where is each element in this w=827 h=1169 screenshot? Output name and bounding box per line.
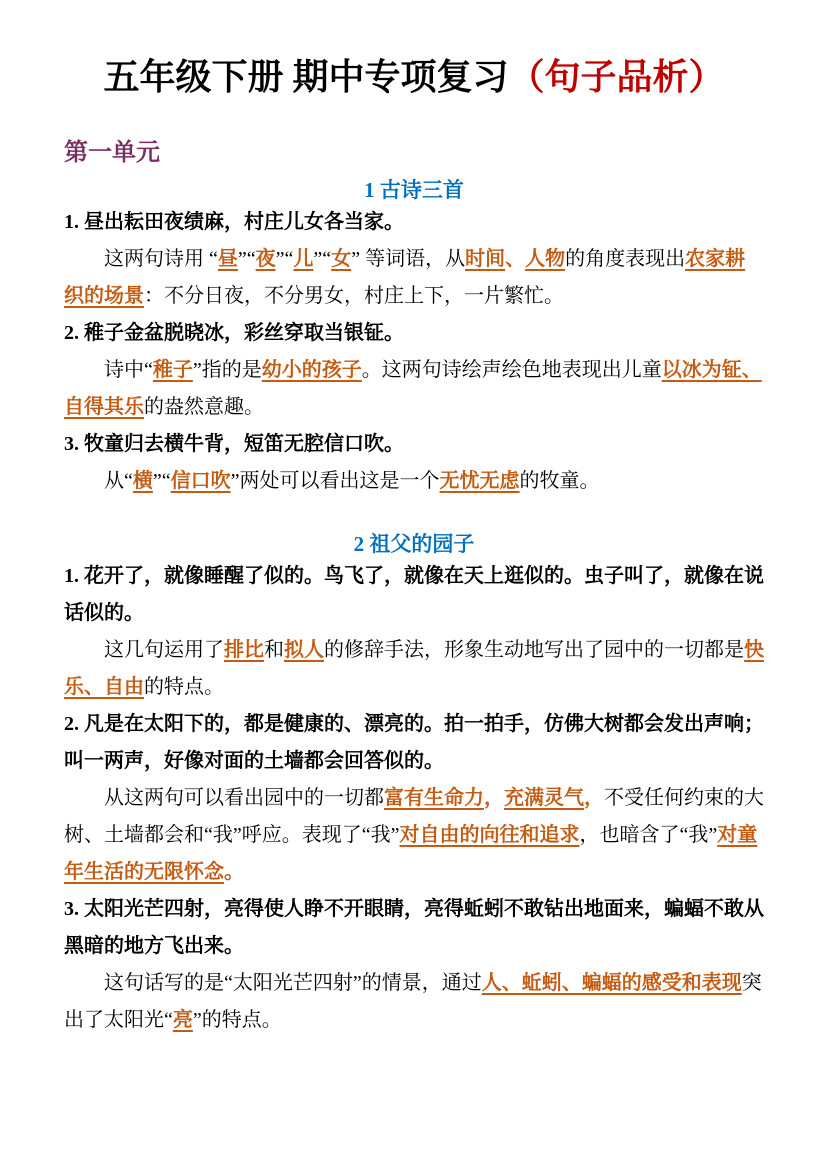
answer-text: 这两句诗用 “ (104, 247, 218, 270)
question-sentence: 1. 花开了，就像睡醒了似的。鸟飞了，就像在天上逛似的。虫子叫了，就像在说话似的。 (64, 564, 764, 624)
answer-text: ”指的是 (192, 358, 262, 381)
answer-text: 从这两句可以看出园中的一切都 (104, 786, 384, 809)
answer-text: 的牧童。 (519, 469, 600, 492)
unit-label: 第一单元 (64, 139, 160, 166)
answer-text: 不受任何约束的大树、土墙都会和“我”呼应。表现了“我” (64, 786, 764, 846)
answer-analysis (64, 780, 764, 891)
page-title (64, 54, 764, 101)
highlighted-punctuation: 、 (505, 247, 526, 270)
answer-text: 的角度表现出 (565, 247, 686, 270)
answer-text: 这几句运用了 (104, 638, 224, 661)
answer-text: ” 等词语，从 (351, 247, 466, 270)
highlighted-phrase: 富有生命力 (384, 786, 484, 809)
question-sentence: 2. 凡是在太阳下的，都是健康的、漂亮的。拍一拍手，仿佛大树都会发出声响；叫一两声，好像对面的土墙都会回答似的。 (64, 712, 764, 772)
answer-analysis (64, 965, 764, 1039)
highlighted-phrase: 女 (331, 247, 352, 270)
highlighted-punctuation: ， (484, 786, 504, 809)
highlighted-phrase: 对自由的向往和追求 (399, 823, 580, 846)
highlighted-phrase: 人物 (525, 247, 566, 270)
highlighted-phrase: 儿 (293, 247, 314, 270)
answer-text: 和 (264, 638, 284, 661)
answer-text: 突出了太阳光“ (64, 971, 762, 1031)
answer-text: 的修辞手法，形象生动地写出了园中的一切都是 (324, 638, 744, 661)
highlighted-phrase: 农家耕织的场景 (64, 247, 746, 307)
answer-text: 的盎然意趣。 (144, 395, 264, 418)
answer-text: 从“ (104, 469, 133, 492)
highlighted-phrase: 信口吹 (170, 469, 231, 492)
highlighted-phrase: 夜 (255, 247, 276, 270)
highlighted-punctuation: 。 (224, 860, 244, 883)
answer-text: ，也暗含了“我” (579, 823, 718, 846)
highlighted-phrase: 横 (132, 469, 153, 492)
answer-analysis (64, 352, 764, 426)
title-accent: （句子品析） (508, 57, 725, 97)
sections-container (64, 176, 764, 1039)
title-main: 五年级下册 期中专项复习 (103, 57, 509, 97)
answer-text: ”“ (152, 469, 171, 492)
answer-text: 。这两句诗绘声绘色地表现出儿童 (361, 358, 662, 381)
answer-text: ”两处可以看出这是一个 (230, 469, 440, 492)
highlighted-phrase: 对童年生活的无限怀念 (64, 823, 758, 883)
question-sentence: 3. 牧童归去横牛背，短笛无腔信口吹。 (64, 432, 404, 455)
highlighted-phrase: 无忧无虑 (439, 469, 520, 492)
highlighted-phrase: 时间 (465, 247, 506, 270)
answer-text: ”“ (237, 247, 256, 270)
answer-text: ”“ (313, 247, 332, 270)
highlighted-phrase: 以冰为钲、自得其乐 (64, 358, 762, 418)
question-sentence: 1. 昼出耘田夜绩麻，村庄儿女各当家。 (64, 210, 404, 233)
answer-analysis (64, 632, 764, 706)
answer-text: 的特点。 (144, 675, 224, 698)
answer-analysis (64, 241, 764, 315)
highlighted-phrase: 快乐、自由 (64, 638, 764, 698)
highlighted-phrase: 人、蚯蚓、蝙蝠的感受和表现 (481, 971, 742, 994)
section-heading: 1 古诗三首 (364, 177, 464, 202)
highlighted-phrase: 排比 (224, 638, 264, 661)
highlighted-phrase: 充满灵气 (504, 786, 584, 809)
question-sentence: 2. 稚子金盆脱晓冰，彩丝穿取当银钲。 (64, 321, 404, 344)
answer-analysis (64, 463, 764, 500)
highlighted-phrase: 幼小的孩子 (261, 358, 362, 381)
answer-text: 这句话写的是“太阳光芒四射”的情景，通过 (104, 971, 482, 994)
section-heading: 2 祖父的园子 (353, 531, 475, 556)
highlighted-phrase: 稚子 (152, 358, 193, 381)
answer-text: 诗中“ (104, 358, 153, 381)
answer-text: ：不分日夜，不分男女，村庄上下，一片繁忙。 (144, 284, 564, 307)
answer-text: ”的特点。 (192, 1008, 282, 1031)
highlighted-phrase: 拟人 (284, 638, 324, 661)
question-sentence: 3. 太阳光芒四射，亮得使人睁不开眼睛，亮得蚯蚓不敢钻出地面来，蝙蝠不敢从黑暗的地方飞出来。 (64, 897, 764, 957)
highlighted-phrase: 亮 (172, 1008, 193, 1031)
answer-text: ”“ (275, 247, 294, 270)
highlighted-phrase: 昼 (217, 247, 238, 270)
highlighted-punctuation: ， (584, 786, 604, 809)
